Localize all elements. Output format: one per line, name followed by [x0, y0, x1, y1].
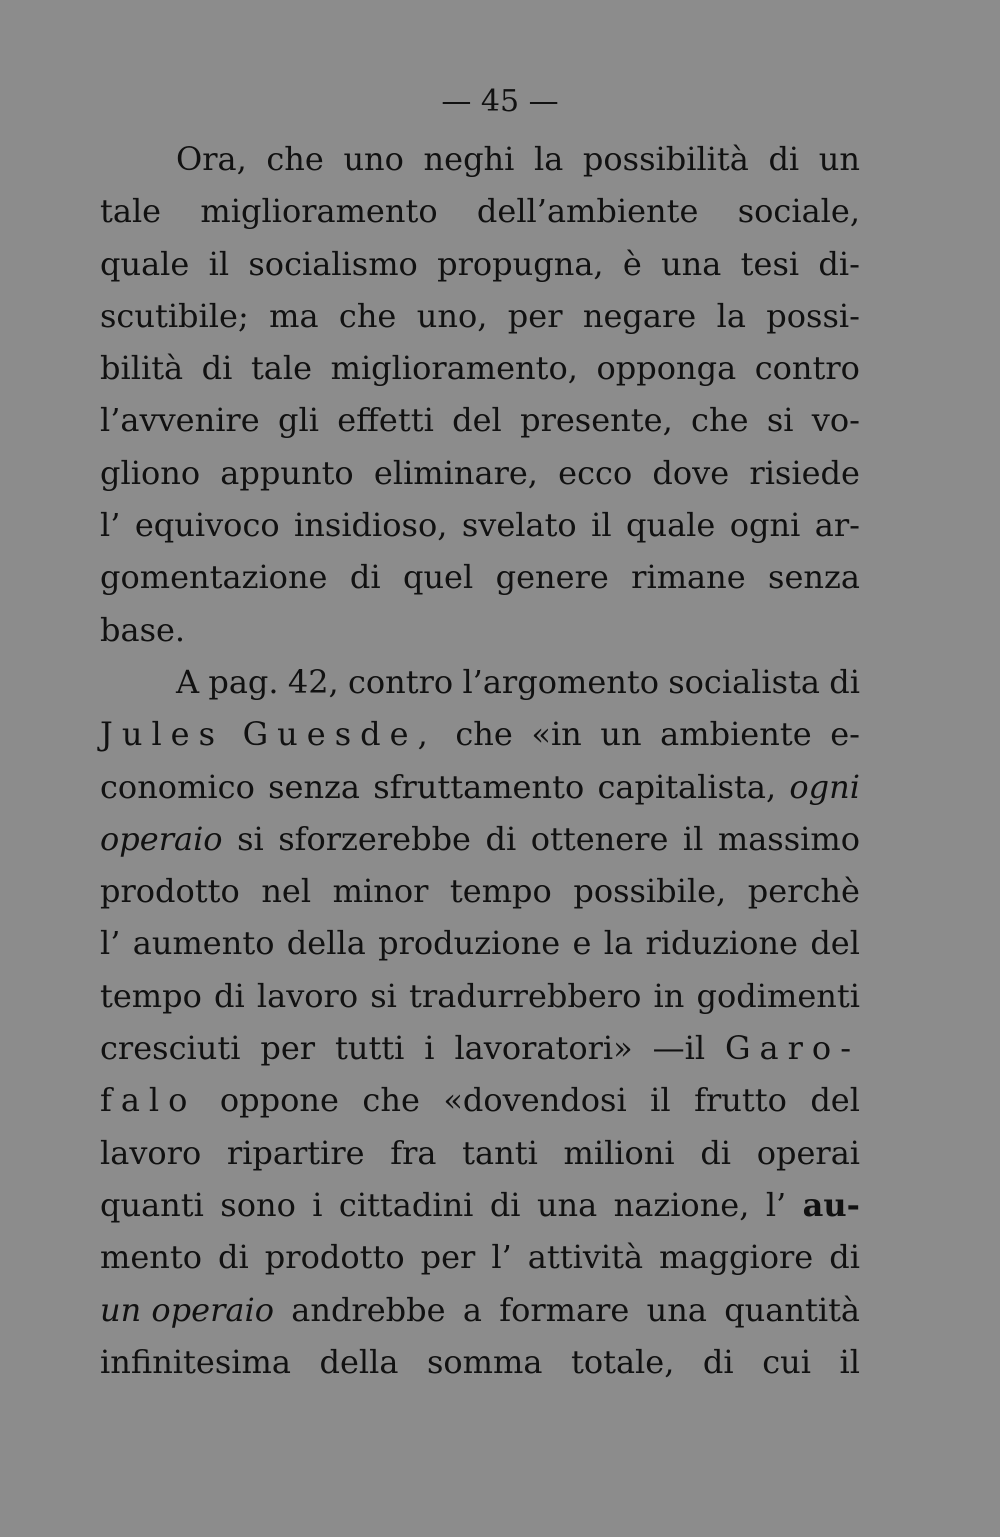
word: equivoco [134, 506, 280, 545]
word: di- [818, 244, 860, 283]
text-line [100, 551, 860, 603]
word: una [661, 244, 722, 283]
word: sfruttamento [373, 767, 585, 806]
text-line [100, 1231, 860, 1283]
word: maggiore [659, 1238, 814, 1277]
word: fra [390, 1133, 437, 1172]
word: mento [100, 1238, 203, 1277]
word: conomico [100, 767, 255, 806]
word: sforzerebbe [278, 819, 471, 858]
word: quantità [724, 1290, 860, 1329]
word: tale [250, 349, 313, 388]
word: il [650, 1081, 671, 1120]
word: si [766, 401, 794, 440]
word: socialismo [248, 244, 418, 283]
word: cittadini [338, 1185, 474, 1224]
word: negare [582, 296, 697, 335]
word: presente, [520, 401, 673, 440]
word: per [260, 1029, 316, 1068]
word: miglioramento, [330, 349, 578, 388]
word: di [349, 558, 381, 597]
word: si [370, 976, 397, 1015]
text-line [100, 1336, 860, 1388]
word: ar- [814, 506, 860, 545]
text-line [100, 813, 860, 865]
word: a [462, 1290, 482, 1329]
text-line [100, 394, 860, 446]
word: falo [100, 1081, 197, 1120]
word: uno [343, 140, 404, 178]
word: ottenere [530, 819, 669, 858]
word: base. [100, 610, 186, 649]
word: che [455, 715, 513, 754]
word: Guesde, [242, 715, 437, 754]
text-line [100, 1284, 860, 1336]
word: tradurrebbero [409, 976, 642, 1015]
word: pag. [208, 662, 279, 701]
word: propugna, [437, 244, 604, 283]
text-line [100, 185, 860, 237]
text-line [100, 342, 860, 394]
word: di [768, 140, 800, 178]
word: opponga [596, 349, 737, 388]
word: miglioramento [200, 192, 438, 231]
word: neghi [423, 140, 515, 178]
word: 42, [287, 662, 339, 701]
word: cresciuti [100, 1029, 241, 1068]
word: l’ [100, 924, 121, 963]
word: «in [531, 715, 582, 754]
word: si [237, 819, 264, 858]
word: ripartire [226, 1133, 365, 1172]
word: nel [261, 872, 312, 911]
word: per [507, 296, 563, 335]
text-line [100, 708, 860, 760]
word: che [691, 401, 749, 440]
word: sociale, [737, 192, 860, 231]
word: tale [100, 192, 162, 231]
word: dove [652, 453, 730, 492]
word: il [682, 819, 704, 858]
word: di [702, 1342, 734, 1381]
word: di [489, 1185, 521, 1224]
word: produzione [378, 924, 561, 963]
word: è [622, 244, 642, 283]
word: milioni [563, 1133, 675, 1172]
word: svelato [461, 506, 577, 545]
word: oppone [219, 1081, 339, 1120]
word: della [286, 924, 366, 963]
text-line [100, 865, 860, 917]
text-line [100, 1022, 860, 1074]
word: i [424, 1029, 435, 1068]
word: un [600, 715, 642, 754]
word: che [266, 140, 324, 178]
word: la [533, 140, 564, 178]
word: del [452, 401, 502, 440]
word: ogni [729, 506, 801, 545]
word: tempo [100, 976, 202, 1015]
text-line [100, 447, 860, 499]
word: effetti [337, 401, 434, 440]
word: insidioso, [294, 506, 448, 545]
word: capitalista, [597, 767, 777, 806]
word: di [201, 349, 233, 388]
word: in [653, 976, 685, 1015]
word: possi- [766, 296, 860, 335]
word: prodotto [100, 872, 240, 911]
word: ogni [789, 767, 860, 806]
word: attività [527, 1238, 644, 1277]
word: frutto [694, 1081, 787, 1120]
text-line [100, 290, 860, 342]
word: operai [756, 1133, 860, 1172]
word: uno, [416, 296, 488, 335]
word: socialista [668, 662, 820, 701]
word: l’ [765, 1185, 787, 1224]
word: una [536, 1185, 598, 1224]
word: tanti [462, 1133, 538, 1172]
word: gomentazione [100, 558, 328, 597]
text-line [100, 1074, 860, 1126]
word: per [420, 1238, 476, 1277]
word: Ora, [176, 140, 247, 178]
word: un operaio [100, 1290, 274, 1329]
word: appunto [220, 453, 354, 492]
word: e [572, 924, 592, 963]
word: perchè [747, 872, 860, 911]
word: nazione, [613, 1185, 750, 1224]
word: minor [332, 872, 429, 911]
text-line [100, 917, 860, 969]
word: vo- [811, 401, 860, 440]
word: godimenti [696, 976, 860, 1015]
word: gliono [100, 453, 201, 492]
word: rimane [631, 558, 746, 597]
word: che [362, 1081, 420, 1120]
text-line [100, 133, 860, 185]
word: bilità [100, 349, 184, 388]
text-line [100, 604, 860, 656]
text-line [100, 1179, 860, 1231]
text-line [100, 238, 860, 290]
word: prodotto [264, 1238, 405, 1277]
word: operaio [100, 819, 223, 858]
word: riduzione [645, 924, 798, 963]
text-line [100, 970, 860, 1022]
word: cui [762, 1342, 811, 1381]
text-line [100, 761, 860, 813]
word: quanti [100, 1185, 204, 1224]
word: tesi [740, 244, 800, 283]
word: un [818, 140, 860, 178]
word: senza [268, 767, 360, 806]
word: ambiente [660, 715, 812, 754]
word: l’ [100, 506, 121, 545]
word: la [716, 296, 746, 335]
word: di [485, 819, 517, 858]
word: della [319, 1342, 399, 1381]
word: formare [499, 1290, 630, 1329]
word: au- [802, 1185, 860, 1224]
word: ma [269, 296, 319, 335]
word: Jules [100, 715, 225, 754]
word: l’argomento [462, 662, 659, 701]
word: gli [277, 401, 319, 440]
word: infinitesima [100, 1342, 291, 1381]
word: di [218, 1238, 249, 1277]
word: totale, [570, 1342, 675, 1381]
word: una [646, 1290, 707, 1329]
word: e- [830, 715, 860, 754]
word: di [829, 662, 860, 701]
word: tempo [449, 872, 552, 911]
word: di [829, 1238, 860, 1277]
word: lavoro [256, 976, 359, 1015]
word: contro [347, 662, 454, 701]
word: lavoratori» [454, 1029, 633, 1068]
word: ecco [558, 453, 633, 492]
word: Garo- [724, 1029, 860, 1068]
body-text [100, 133, 860, 1388]
word: quale [626, 506, 716, 545]
word: andrebbe [291, 1290, 446, 1329]
word: massimo [717, 819, 860, 858]
word: contro [754, 349, 860, 388]
page-number: — 45 — [441, 84, 559, 119]
word: «dovendosi [443, 1081, 627, 1120]
word: possibile, [573, 872, 727, 911]
word: il [208, 244, 230, 283]
word: quel [402, 558, 474, 597]
text-line [100, 656, 860, 708]
word: che [338, 296, 397, 335]
word: sono [220, 1185, 296, 1224]
word: scutibile; [100, 296, 249, 335]
word: senza [768, 558, 860, 597]
text-line [100, 1127, 860, 1179]
word: il [591, 506, 612, 545]
word: la [603, 924, 634, 963]
word: di [700, 1133, 732, 1172]
word: possibilità [582, 140, 749, 178]
word: risiede [749, 453, 860, 492]
word: di [214, 976, 245, 1015]
word: il [839, 1342, 860, 1381]
word: i [312, 1185, 323, 1224]
word: somma [426, 1342, 543, 1381]
word: dell’ambiente [476, 192, 699, 231]
word: l’avvenire [100, 401, 260, 440]
word: quale [100, 244, 190, 283]
word: tutti [334, 1029, 405, 1068]
text-line [100, 499, 860, 551]
word: lavoro [100, 1133, 202, 1172]
word: —il [652, 1029, 706, 1068]
word: l’ [491, 1238, 512, 1277]
word: A [176, 662, 200, 701]
word: genere [495, 558, 609, 597]
word: del [810, 924, 860, 963]
word: eliminare, [373, 453, 538, 492]
word: del [810, 1081, 860, 1120]
word: aumento [132, 924, 275, 963]
